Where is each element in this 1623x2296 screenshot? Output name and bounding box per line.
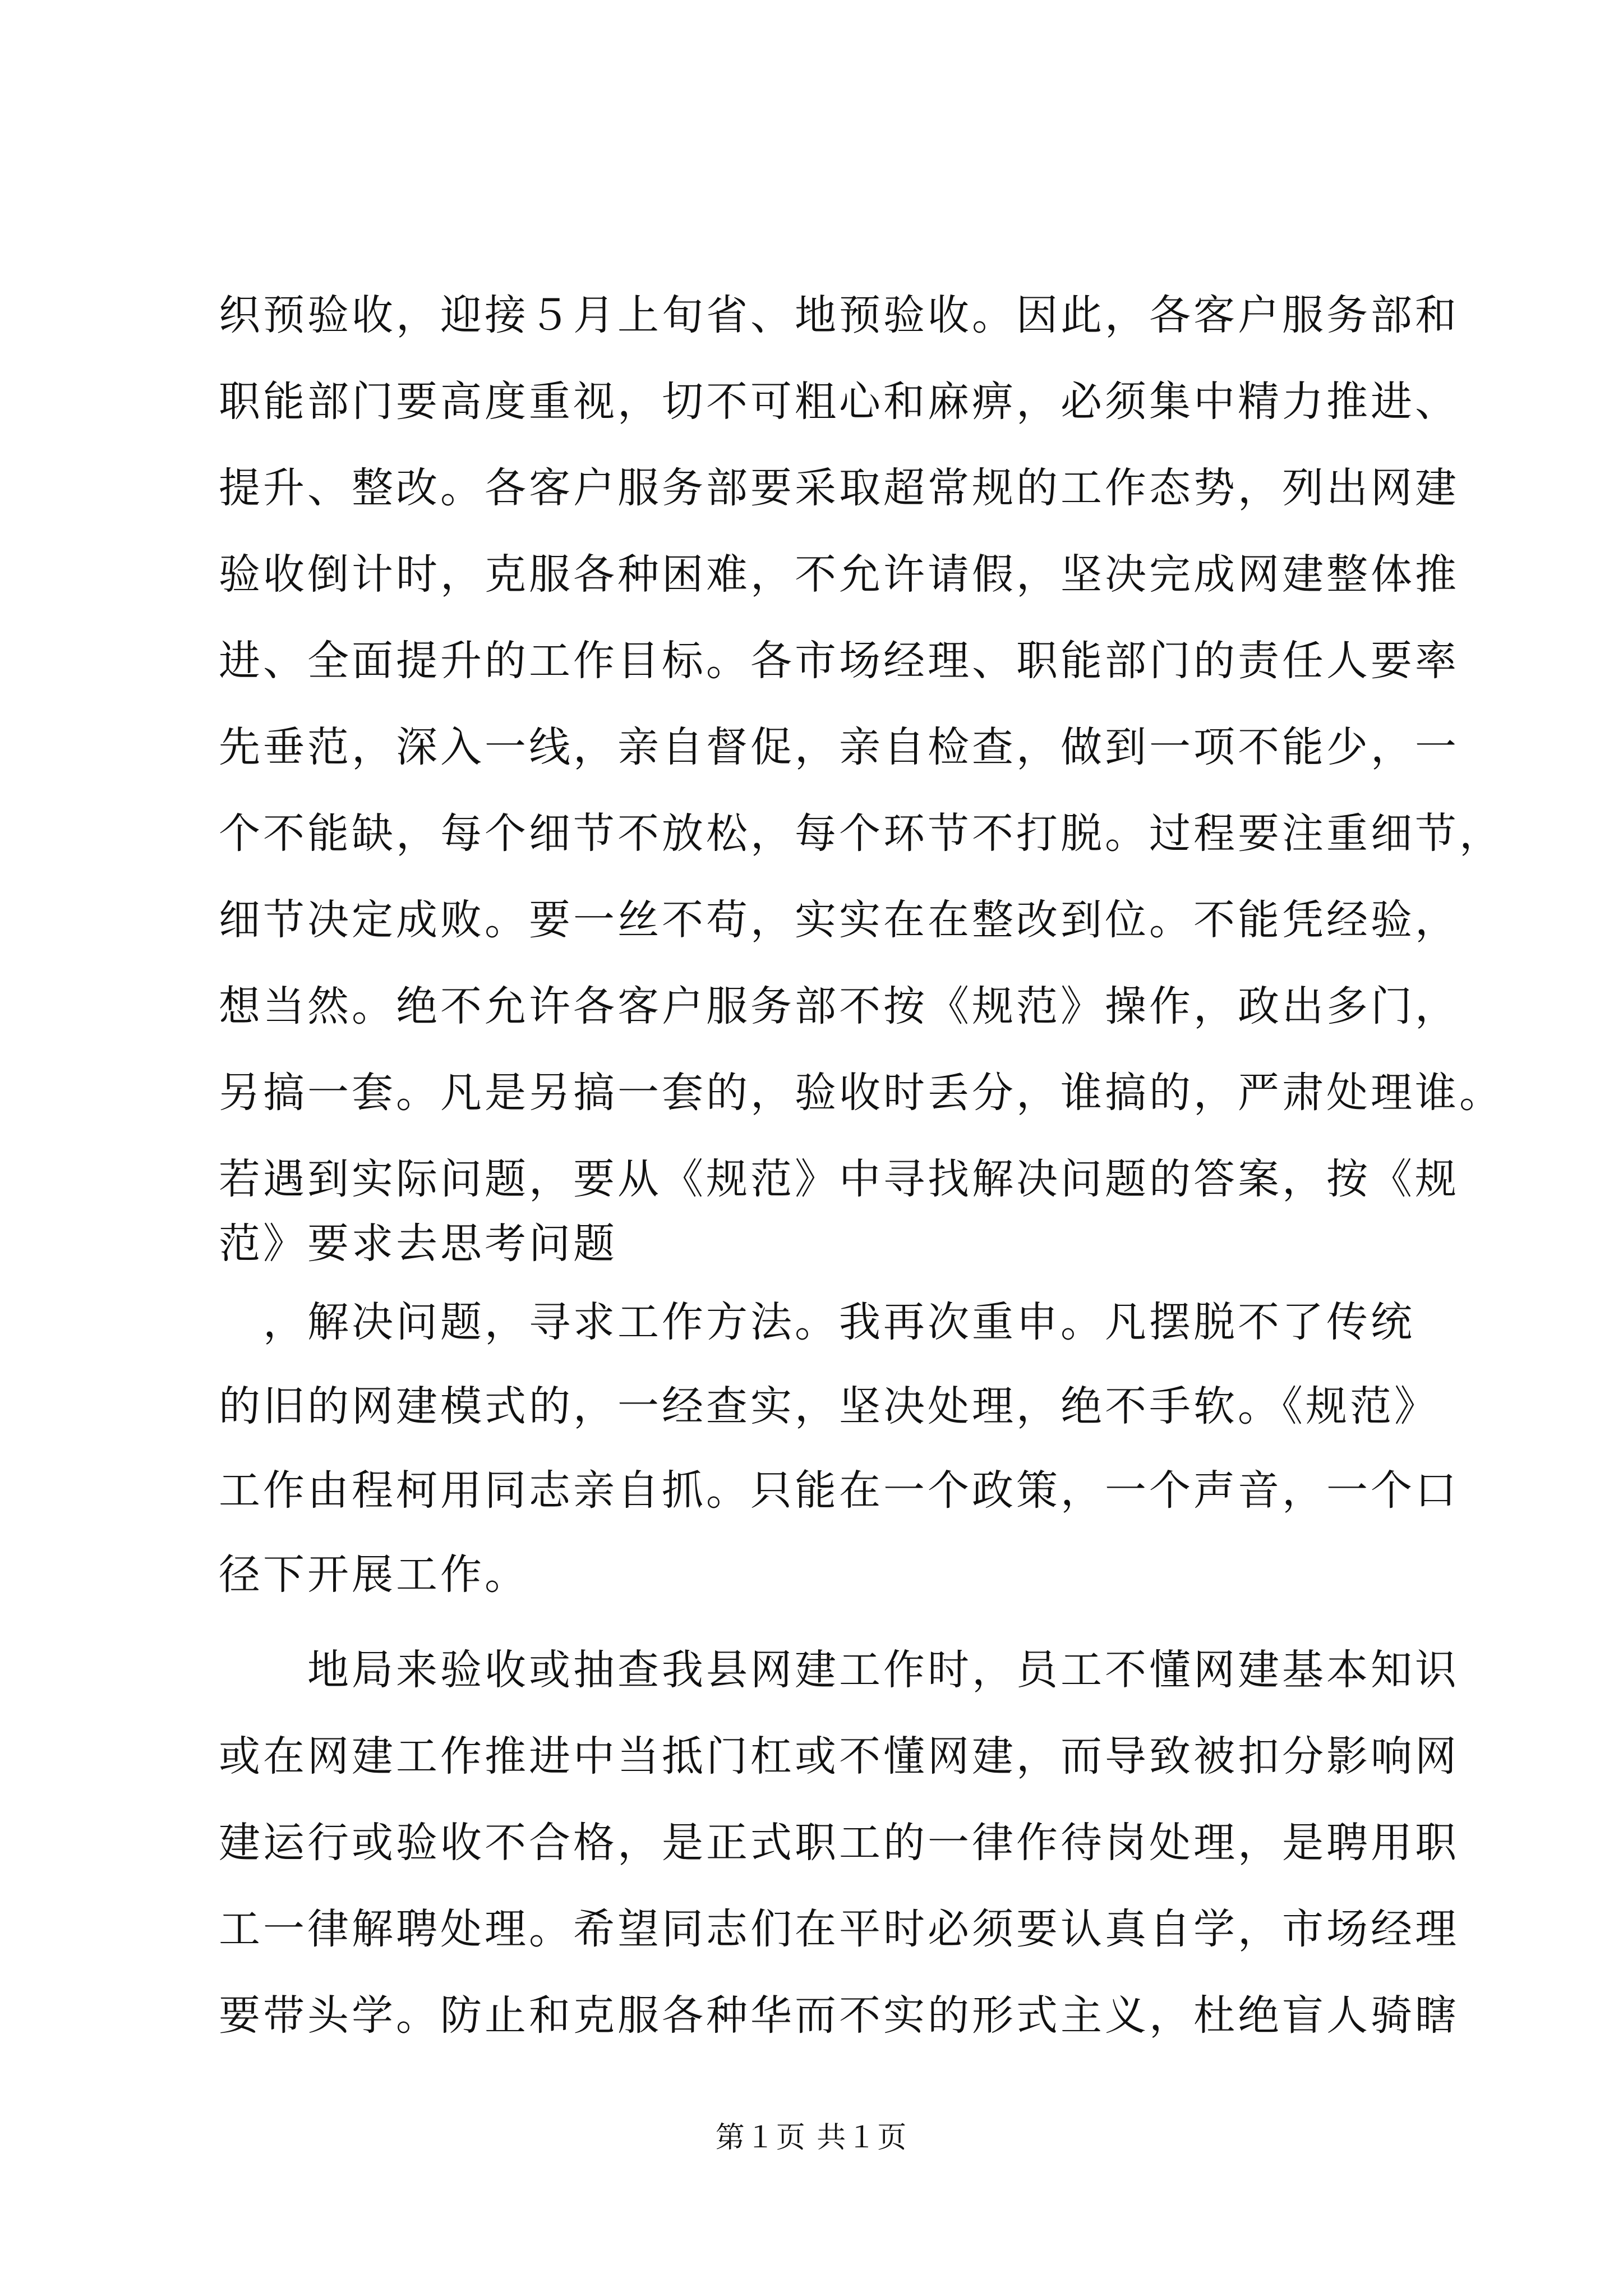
text-line: 建运行或验收不合格，是正式职工的一律作待岗处理，是聘用职 — [219, 1819, 1459, 1867]
text-line: 先垂范，深入一线，亲自督促，亲自检查，做到一项不能少，一 — [219, 723, 1459, 771]
text-line: 径下开展工作。 — [219, 1550, 529, 1599]
text-line: 织预验收，迎接５月上旬省、地预验收。因此，各客户服务部和 — [219, 291, 1459, 339]
text-line: 另搞一套。凡是另搞一套的，验收时丢分，谁搞的，严肃处理谁。 — [219, 1069, 1504, 1117]
text-line: 或在网建工作推进中当抵门杠或不懂网建，而导致被扣分影响网 — [219, 1732, 1459, 1780]
page-footer: 第１页 共１页 — [715, 2121, 908, 2155]
text-line: 工作由程柯用同志亲自抓。只能在一个政策，一个声音，一个口 — [219, 1466, 1459, 1515]
text-line: 要带头学。防止和克服各种华而不实的形式主义，杜绝盲人骑瞎 — [219, 1991, 1459, 2040]
text-line: ，解决问题，寻求工作方法。我再次重申。凡摆脱不了传统 — [219, 1298, 1415, 1346]
text-line: 进、全面提升的工作目标。各市场经理、职能部门的责任人要率 — [219, 637, 1459, 685]
text-line: 个不能缺，每个细节不放松，每个环节不打脱。过程要注重细节， — [219, 809, 1504, 858]
text-line: 范》要求去思考问题 — [219, 1220, 617, 1268]
text-line: 细节决定成败。要一丝不苟，实实在在整改到位。不能凭经验， — [219, 896, 1459, 944]
text-line: 的旧的网建模式的，一经查实，坚决处理，绝不手软。《规范》 — [219, 1382, 1438, 1430]
text-line: 地局来验收或抽查我县网建工作时，员工不懂网建基本知识 — [219, 1646, 1459, 1694]
text-line: 提升、整改。各客户服务部要采取超常规的工作态势，列出网建 — [219, 464, 1459, 512]
text-line: 验收倒计时，克服各种困难，不允许请假，坚决完成网建整体推 — [219, 550, 1459, 599]
text-line: 工一律解聘处理。希望同志们在平时必须要认真自学，市场经理 — [219, 1905, 1459, 1953]
text-line: 职能部门要高度重视，切不可粗心和麻痹，必须集中精力推进、 — [219, 378, 1459, 426]
text-line: 若遇到实际问题，要从《规范》中寻找解决问题的答案，按《规 — [219, 1155, 1459, 1203]
text-line: 想当然。绝不允许各客户服务部不按《规范》操作，政出多门， — [219, 982, 1459, 1030]
